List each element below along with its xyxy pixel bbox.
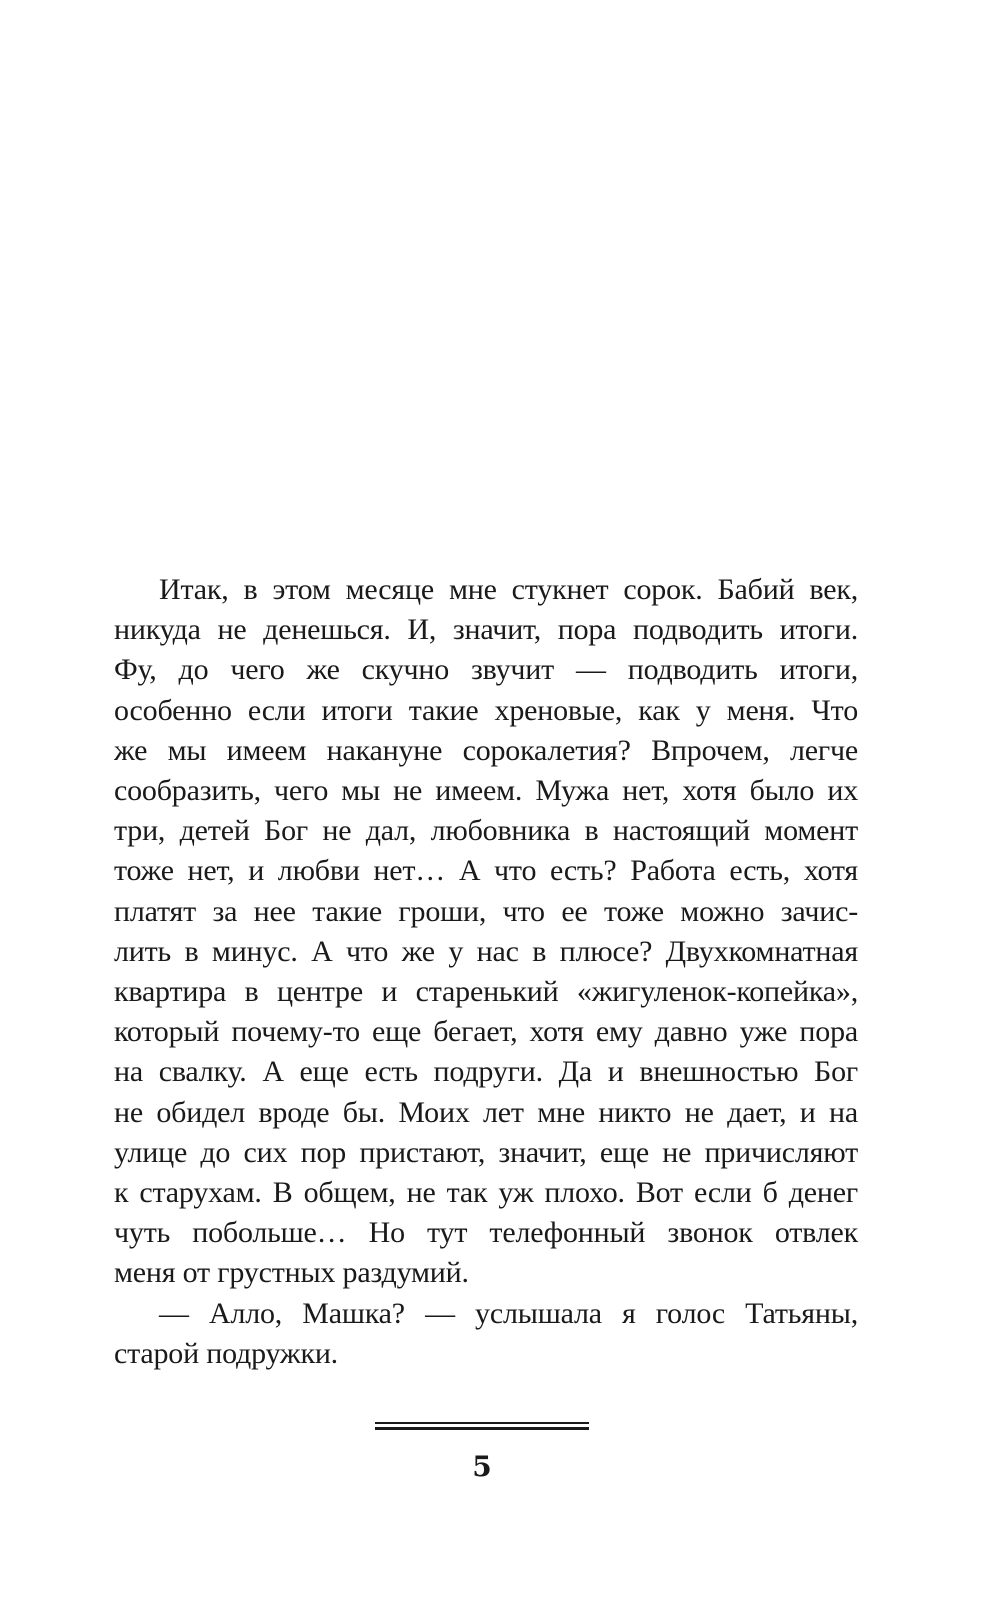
text-line: сообразить, чего мы не имеем. Мужа нет, хотя было их [114,774,858,808]
text-line: меня от грустных раздумий. [114,1256,469,1290]
text-line: старой подружки. [114,1336,338,1370]
text-line: никуда не денешься. И, значит, пора подводить итоги. [114,613,858,647]
footer-rule [375,1422,589,1430]
text-line: — Алло, Машка? — услышала я голос Татьяны, [159,1296,858,1330]
text-line: к старухам. В общем, не так уж плохо. Вот если б денег [114,1176,858,1210]
rule-thin-line [375,1422,589,1424]
text-line: чуть побольше… Но тут телефонный звонок отвлек [114,1216,858,1250]
body-text [114,570,858,1374]
text-line: особенно если итоги такие хреновые, как у меня. Что [114,693,858,727]
paragraph-1 [114,570,858,1294]
text-line: на свалку. А еще есть подруги. Да и внешностью Бог [114,1055,858,1089]
rule-thick-line [375,1427,589,1430]
text-line: квартира в центре и старенький «жигуленок-копейка», [114,975,858,1009]
text-line: Итак, в этом месяце мне стукнет сорок. Бабий век, [159,573,858,606]
paragraph-2 [114,1294,858,1374]
text-line: платят за нее такие гроши, что ее тоже можно зачис- [114,894,858,928]
text-line: не обидел вроде бы. Моих лет мне никто не дает, и на [114,1095,858,1129]
text-line: лить в минус. А что же у нас в плюсе? Двухкомнатная [114,934,858,968]
text-line: Фу, до чего же скучно звучит — подводить итоги, [114,653,858,687]
text-line: тоже нет, и любви нет… А что есть? Работа есть, хотя [114,854,858,888]
text-line: три, детей Бог не дал, любовника в настоящий момент [114,814,858,848]
text-line: который почему-то еще бегает, хотя ему давно уже пора [114,1015,858,1049]
page-number: 5 [472,1450,492,1483]
text-line: улице до сих пор пристают, значит, еще не причисляют [114,1135,858,1169]
text-line: же мы имеем накануне сорокалетия? Впрочем, легче [114,733,858,767]
